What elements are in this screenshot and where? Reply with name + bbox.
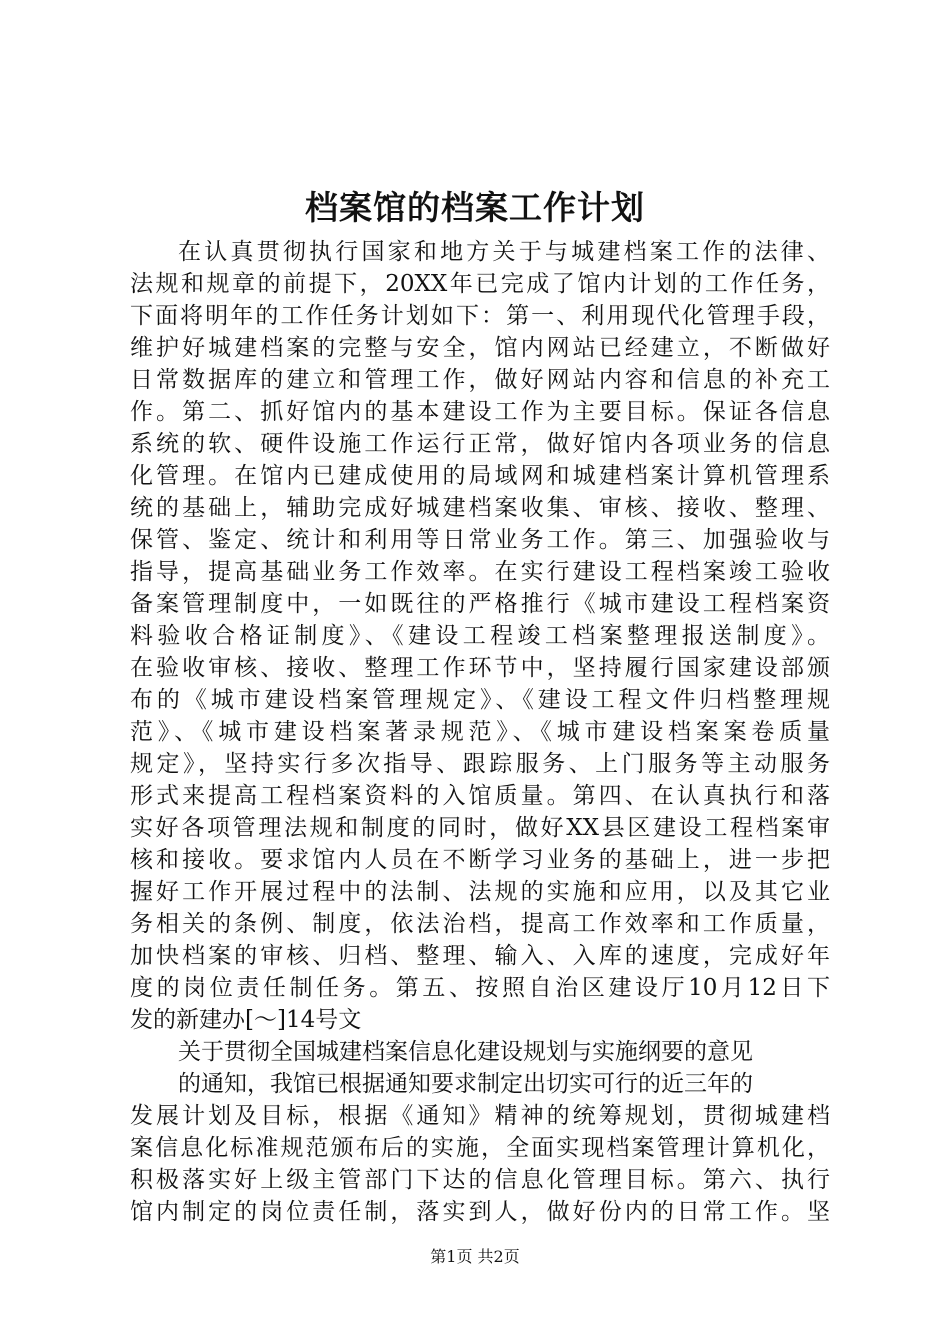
body-line: 发展计划及目标，根据《通知》精神的统筹规划，贯彻城建档 <box>130 1103 830 1129</box>
body-line: 系统的软、硬件设施工作运行正常，做好馆内各项业务的信息 <box>130 431 830 457</box>
body-line: 备案管理制度中，一如既往的严格推行《城市建设工程档案资 <box>130 591 830 617</box>
body-line: 下面将明年的工作任务计划如下：第一、利用现代化管理手段， <box>130 303 830 329</box>
body-line: 指导，提高基础业务工作效率。在实行建设工程档案竣工验收 <box>130 559 830 585</box>
body-line: 关于贯彻全国城建档案信息化建设规划与实施纲要的意见 <box>178 1039 753 1065</box>
body-line: 核和接收。要求馆内人员在不断学习业务的基础上，进一步把 <box>130 847 830 873</box>
body-line: 维护好城建档案的完整与安全，馆内网站已经建立，不断做好 <box>130 335 830 361</box>
body-line: 料验收合格证制度》、《建设工程竣工档案整理报送制度》。 <box>130 623 830 649</box>
body-line: 布的《城市建设档案管理规定》、《建设工程文件归档整理规 <box>130 687 830 713</box>
body-line: 积极落实好上级主管部门下达的信息化管理目标。第六、执行 <box>130 1167 830 1193</box>
body-line: 的通知，我馆已根据通知要求制定出切实可行的近三年的 <box>178 1071 753 1097</box>
body-line: 务相关的条例、制度，依法治档，提高工作效率和工作质量， <box>130 911 830 937</box>
document-body <box>130 236 830 1228</box>
body-line: 保管、鉴定、统计和利用等日常业务工作。第三、加强验收与 <box>130 527 830 553</box>
body-line: 形式来提高工程档案资料的入馆质量。第四、在认真执行和落 <box>130 783 830 809</box>
body-line: 在认真贯彻执行国家和地方关于与城建档案工作的法律、 <box>178 239 830 265</box>
page-footer: 第1页 共2页 <box>430 1247 520 1266</box>
body-line: 实好各项管理法规和制度的同时，做好XX县区建设工程档案审 <box>130 815 830 841</box>
body-line: 握好工作开展过程中的法制、法规的实施和应用，以及其它业 <box>130 879 830 905</box>
body-line: 规定》，坚持实行多次指导、跟踪服务、上门服务等主动服务 <box>130 751 830 777</box>
body-line: 日常数据库的建立和管理工作，做好网站内容和信息的补充工 <box>130 367 830 393</box>
body-line: 发的新建办[～]14号文 <box>130 1007 362 1033</box>
body-line: 在验收审核、接收、整理工作环节中，坚持履行国家建设部颁 <box>130 655 830 681</box>
body-line: 化管理。在馆内已建成使用的局域网和城建档案计算机管理系 <box>130 463 830 489</box>
body-line: 法规和规章的前提下，20XX年已完成了馆内计划的工作任务， <box>130 271 830 297</box>
body-line: 度的岗位责任制任务。第五、按照自治区建设厅10月12日下 <box>130 975 830 1001</box>
body-line: 馆内制定的岗位责任制，落实到人，做好份内的日常工作。坚 <box>130 1199 830 1225</box>
body-line: 作。第二、抓好馆内的基本建设工作为主要目标。保证各信息 <box>130 399 830 425</box>
body-line: 加快档案的审核、归档、整理、输入、入库的速度，完成好年 <box>130 943 830 969</box>
body-line: 统的基础上，辅助完成好城建档案收集、审核、接收、整理、 <box>130 495 830 521</box>
body-line: 案信息化标准规范颁布后的实施，全面实现档案管理计算机化， <box>130 1135 830 1161</box>
document-title: 档案馆的档案工作计划 <box>305 188 645 227</box>
body-line: 范》、《城市建设档案著录规范》、《城市建设档案案卷质量 <box>130 719 830 745</box>
